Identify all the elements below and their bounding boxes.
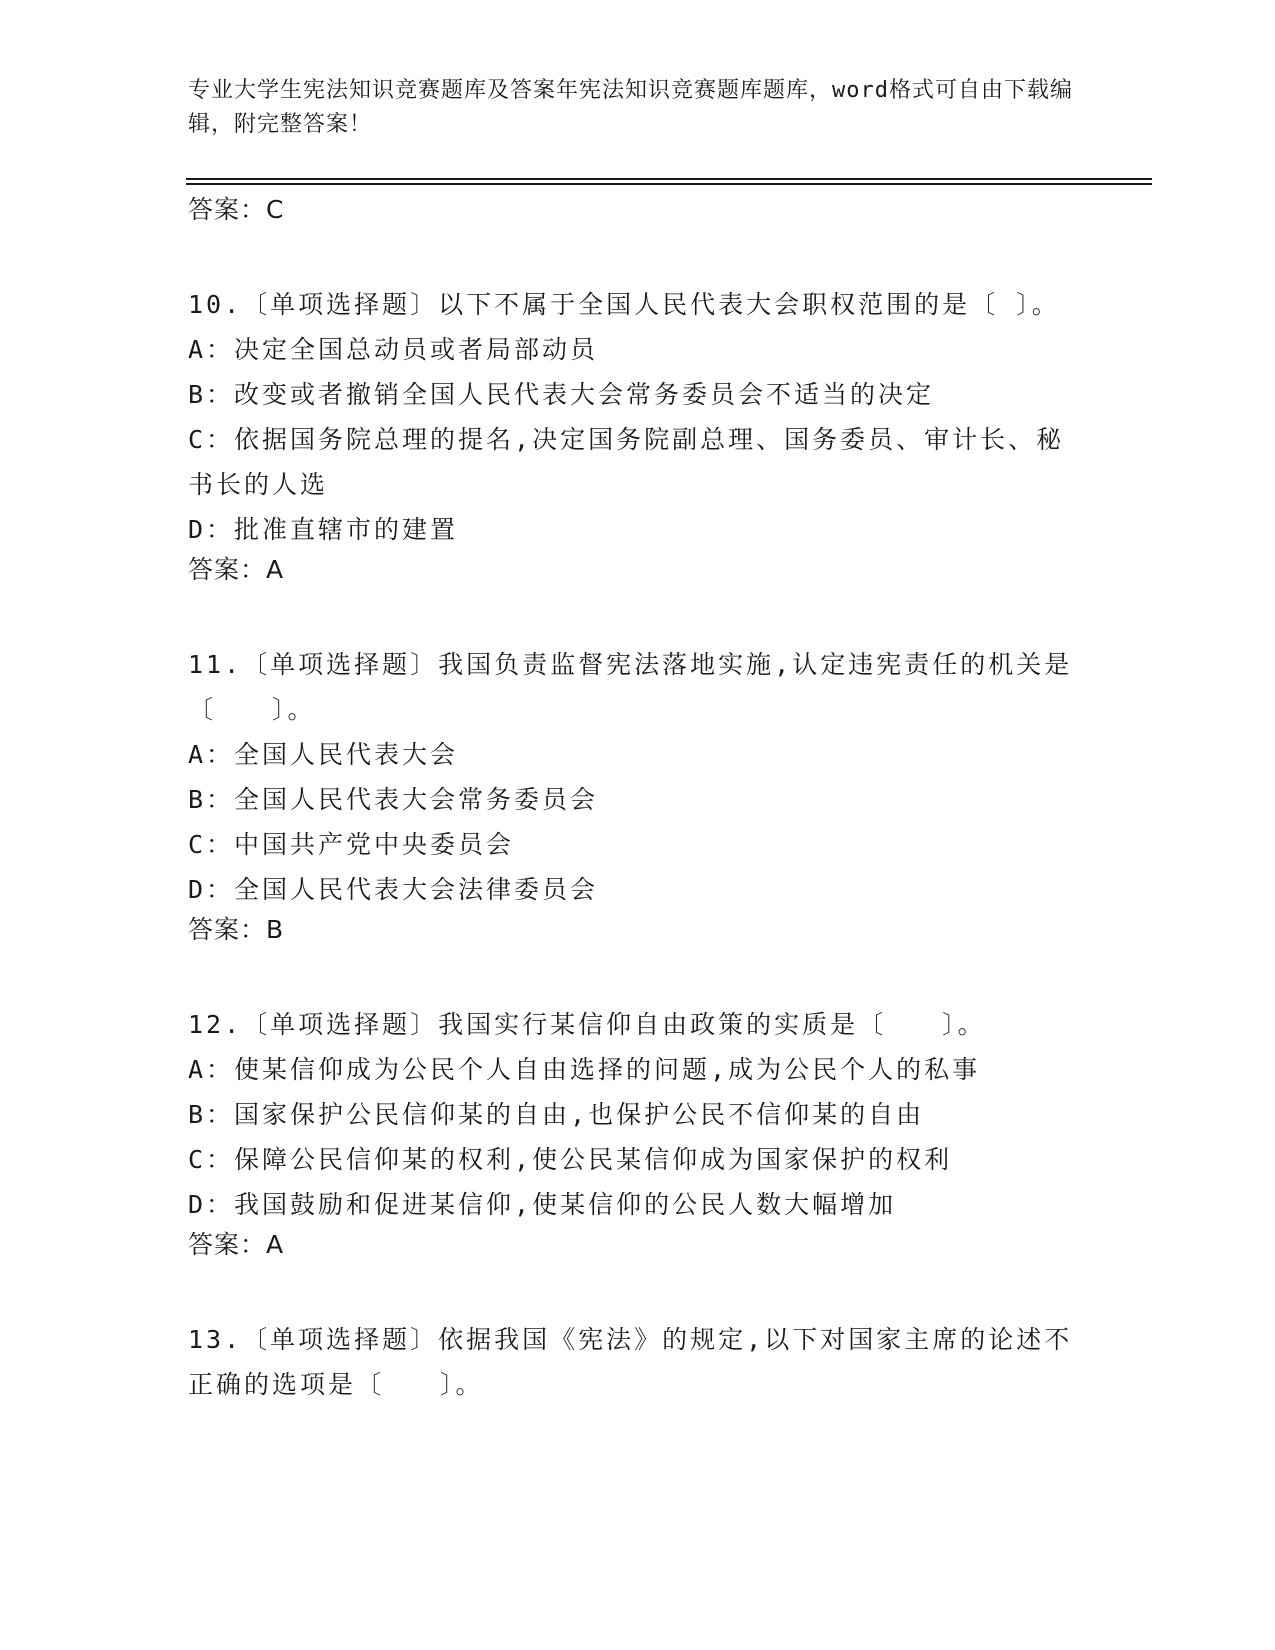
option-c: C：依据国务院总理的提名,决定国务院副总理、国务委员、审计长、秘书长的人选 bbox=[188, 425, 1065, 499]
header-rule bbox=[186, 178, 1152, 180]
option-a: A：使某信仰成为公民个人自由选择的问题,成为公民个人的私事 bbox=[188, 1055, 981, 1084]
option-d: D：全国人民代表大会法律委员会 bbox=[188, 875, 599, 904]
header-rule-secondary bbox=[186, 183, 1152, 185]
spacer bbox=[188, 954, 1088, 1002]
document-body bbox=[188, 192, 1088, 1407]
answer-line: 答案：A bbox=[188, 555, 285, 584]
option-b: B：改变或者撤销全国人民代表大会常务委员会不适当的决定 bbox=[188, 380, 935, 409]
option-a: A：决定全国总动员或者局部动员 bbox=[188, 335, 599, 364]
question-text: 13.〔单项选择题〕依据我国《宪法》的规定,以下对国家主席的论述不正确的选项是〔 〕。 bbox=[188, 1325, 1073, 1399]
option-d: D：批准直辖市的建置 bbox=[188, 515, 459, 544]
document-header: 专业大学生宪法知识竞赛题库及答案年宪法知识竞赛题库题库，word格式可自由下载编辑，附完整答案！ bbox=[188, 78, 1073, 137]
option-b: B：全国人民代表大会常务委员会 bbox=[188, 785, 599, 814]
option-c: C：中国共产党中央委员会 bbox=[188, 830, 515, 859]
question-text: 12.〔单项选择题〕我国实行某信仰自由政策的实质是〔 〕。 bbox=[188, 1010, 986, 1039]
option-a: A：全国人民代表大会 bbox=[188, 740, 459, 769]
question-block bbox=[188, 282, 1088, 594]
question-text: 11.〔单项选择题〕我国负责监督宪法落地实施,认定违宪责任的机关是〔 〕。 bbox=[188, 650, 1073, 724]
option-b: B：国家保护公民信仰某的自由,也保护公民不信仰某的自由 bbox=[188, 1100, 925, 1129]
spacer bbox=[188, 594, 1088, 642]
answer-line: 答案：B bbox=[188, 915, 285, 944]
question-text: 10.〔单项选择题〕以下不属于全国人民代表大会职权范围的是〔 〕。 bbox=[188, 290, 1060, 319]
question-block bbox=[188, 1317, 1088, 1407]
spacer bbox=[188, 1269, 1088, 1317]
spacer bbox=[188, 234, 1088, 282]
question-block bbox=[188, 1002, 1088, 1269]
option-d: D：我国鼓励和促进某信仰,使某信仰的公民人数大幅增加 bbox=[188, 1190, 897, 1219]
answer-line: 答案：C bbox=[188, 195, 285, 224]
question-block bbox=[188, 642, 1088, 954]
option-c: C：保障公民信仰某的权利,使公民某信仰成为国家保护的权利 bbox=[188, 1145, 953, 1174]
answer-line: 答案：A bbox=[188, 1230, 285, 1259]
